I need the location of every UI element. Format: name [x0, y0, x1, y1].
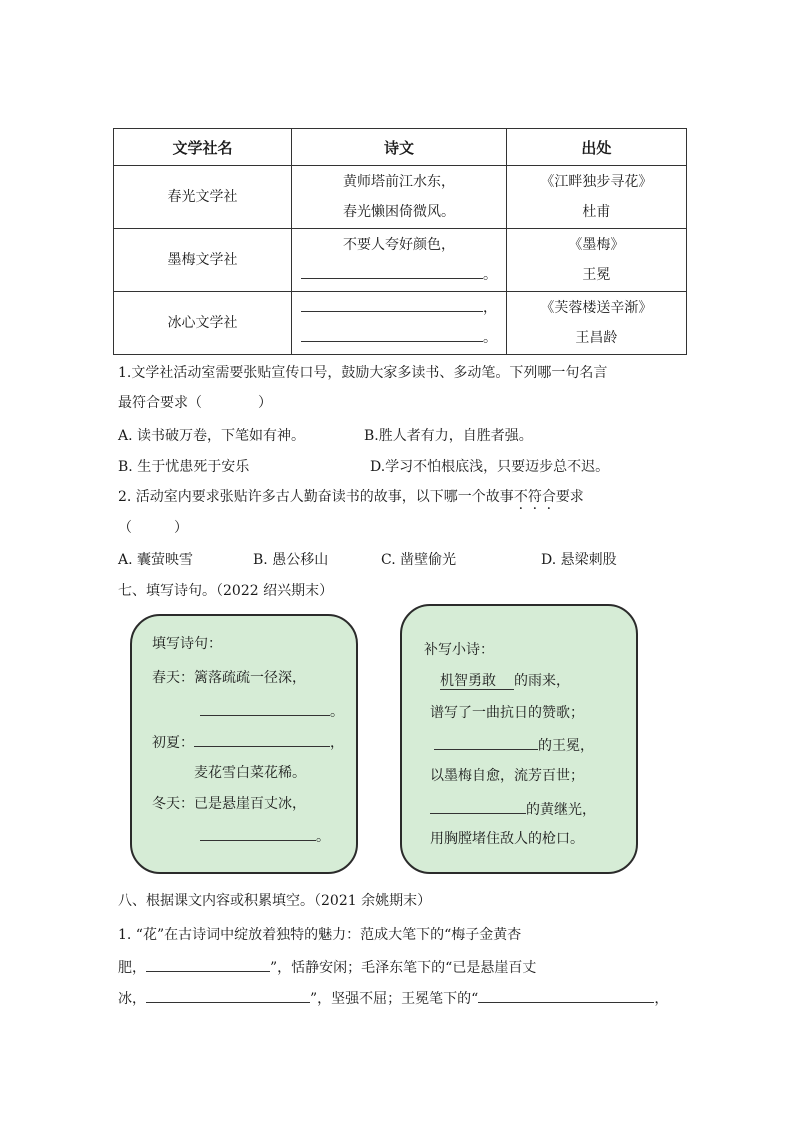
poem-line: 春光懒困倚微风。 — [342, 204, 455, 220]
source-title: 《江畔独步寻花》 — [540, 174, 653, 190]
q2-option-a: A. 囊萤映雪 — [118, 552, 194, 568]
poem-blank-line: 。 — [200, 699, 344, 721]
box-title: 填写诗句： — [152, 636, 222, 652]
section8-q1-line: 冰， ”，坚强不屈；王冕笔下的“ ， — [118, 986, 668, 1008]
q1-stem: 1.文学社活动室需要张贴宣传口号，鼓励大家多读书、多动笔。下列哪一句名言 — [118, 365, 608, 381]
poem-line: 不要人夸好颜色， — [342, 237, 455, 253]
answer-blank[interactable] — [478, 986, 654, 1003]
q1-option-a: A. 读书破万卷，下笔如有神。 — [118, 428, 306, 444]
poem-cell — [292, 229, 507, 292]
left-poem-box — [130, 614, 358, 874]
table-header-row — [114, 129, 687, 166]
poem-blank-line: 。 — [200, 824, 330, 846]
q1-option-d: D.学习不怕根底浅，只要迈步总不迟。 — [370, 459, 610, 475]
table-header: 文学社名 — [114, 129, 292, 166]
source-author: 杜甫 — [582, 204, 611, 220]
table-header: 出处 — [506, 129, 686, 166]
poem-blank-line: 。 — [292, 260, 506, 290]
q1-option-c: B. 生于忧患死于安乐 — [118, 459, 250, 475]
q2-option-c: C. 凿壁偷光 — [381, 552, 457, 568]
poem-line: 麦花雪白菜花稀。 — [194, 765, 306, 781]
source-author: 王冕 — [582, 267, 611, 283]
answer-blank[interactable] — [301, 325, 483, 342]
table-row — [114, 229, 687, 292]
source-cell — [506, 166, 686, 229]
table-row — [114, 166, 687, 229]
answer-blank[interactable] — [200, 699, 330, 716]
box-title: 补写小诗： — [424, 642, 494, 658]
answer-blank[interactable] — [301, 295, 483, 312]
source-cell — [506, 292, 686, 355]
q2-option-d: D. 悬梁刺股 — [541, 552, 617, 568]
source-cell — [506, 229, 686, 292]
poem-line: 机智勇敢 的雨来， — [440, 673, 570, 689]
answer-blank[interactable] — [430, 797, 526, 814]
poem-line: 春天：篱落疏疏一径深， — [152, 670, 306, 686]
source-author: 王昌龄 — [575, 330, 618, 346]
answer-blank[interactable] — [434, 733, 538, 750]
answer-blank[interactable] — [146, 986, 310, 1003]
poem-line: 冬天：已是悬崖百丈冰， — [152, 796, 306, 812]
section7-title: 七、填写诗句。（2022 绍兴期末） — [118, 583, 334, 599]
club-name: 墨梅文学社 — [114, 229, 292, 292]
q2-answer-paren: （ ） — [118, 520, 188, 536]
q2-stem: 2. 活动室内要求张贴许多古人勤奋读书的故事，以下哪一个故事不符合要求 — [118, 489, 584, 505]
source-title: 《芙蓉楼送辛渐》 — [540, 300, 653, 316]
poem-blank-line: 初夏： ， — [152, 730, 344, 752]
emphasis-char: 符 — [527, 489, 542, 505]
q2-option-b: B. 愚公移山 — [253, 552, 329, 568]
section8-q1-line: 1. “花”在古诗词中绽放着独特的魅力：范成大笔下的“梅子金黄杏 — [118, 927, 522, 943]
poem-cell — [292, 292, 507, 355]
answer-blank[interactable] — [194, 730, 330, 747]
emphasis-char: 不 — [513, 489, 528, 505]
emphasis-char: 合 — [541, 489, 556, 505]
poem-cell — [292, 166, 507, 229]
club-name: 春光文学社 — [114, 166, 292, 229]
answer-blank[interactable] — [146, 955, 270, 972]
poem-line: 以墨梅自愈，流芳百世； — [430, 768, 584, 784]
right-poem-box — [400, 604, 638, 874]
q1-stem-cont: 最符合要求（ ） — [118, 395, 272, 411]
answer-blank[interactable] — [200, 824, 316, 841]
poem-blank-line: 的王冕， — [434, 733, 594, 755]
poem-line: 黄师塔前江水东， — [342, 174, 455, 190]
table-row — [114, 292, 687, 355]
poem-blank-line: ， — [292, 293, 506, 323]
section8-title: 八、根据课文内容或积累填空。（2021 余姚期末） — [118, 893, 432, 909]
answer-blank[interactable] — [301, 262, 483, 279]
poem-blank-line: 的黄继光， — [430, 797, 596, 819]
source-title: 《墨梅》 — [568, 237, 625, 253]
section8-q1-line: 肥， ”，恬静安闲；毛泽东笔下的“已是悬崖百丈 — [118, 955, 536, 977]
table-header: 诗文 — [292, 129, 507, 166]
club-name: 冰心文学社 — [114, 292, 292, 355]
poem-line: 谱写了一曲抗日的赞歌； — [430, 705, 584, 721]
filled-answer: 机智勇敢 — [440, 673, 514, 690]
poem-line: 用胸膛堵住敌人的枪口。 — [430, 831, 584, 847]
literature-club-table — [113, 128, 687, 355]
q1-option-b: B.胜人者有力，自胜者强。 — [364, 428, 533, 444]
poem-blank-line: 。 — [292, 323, 506, 353]
